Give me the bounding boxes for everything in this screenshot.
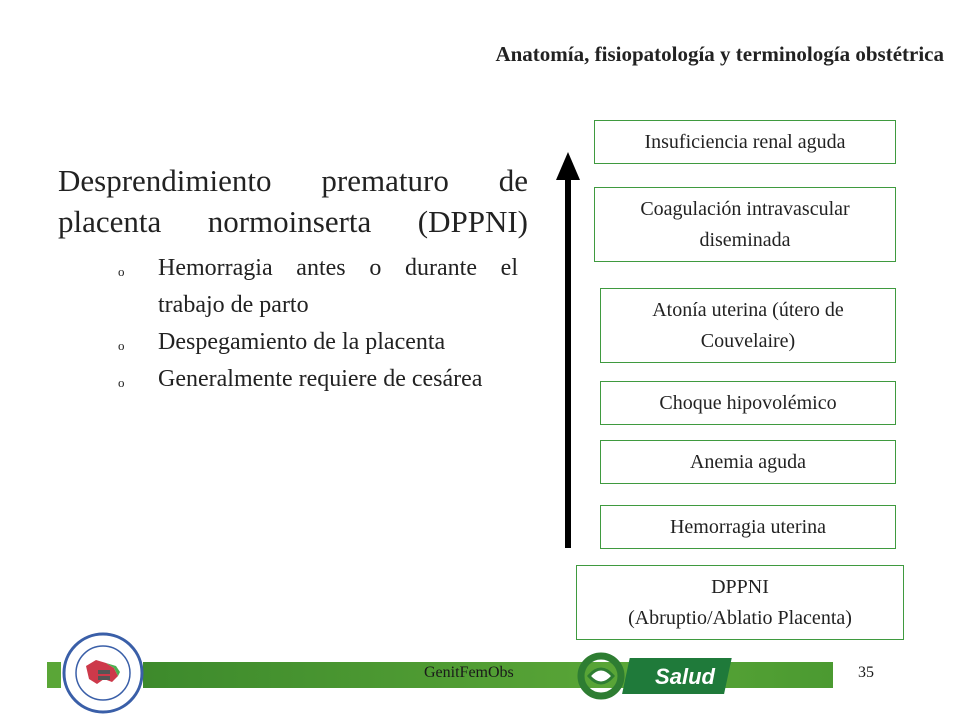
flow-box-anemia: Anemia aguda (600, 440, 896, 484)
bullet-marker: o (118, 375, 125, 390)
header-title: Anatomía, fisiopatología y terminología obstétrica (495, 42, 944, 66)
flow-box-uterine-atony: Atonía uterina (útero de Couvelaire) (600, 288, 896, 363)
footer-band-left (47, 662, 61, 688)
dppni-label: DPPNI (711, 575, 769, 598)
bullet-item (118, 324, 518, 361)
bullet-text: Hemorragia antes o durante el trabajo de parto (158, 255, 518, 318)
slide-title: Desprendimiento prematuro de placenta normoinserta (DPPNI) (58, 163, 528, 239)
flow-box-renal-failure: Insuficiencia renal aguda (594, 120, 896, 164)
page-number: 35 (858, 664, 874, 681)
salud-logo (577, 652, 737, 700)
bullet-item (118, 361, 518, 398)
footer-label: GenitFemObs (424, 664, 514, 681)
flow-box-hemorrhage: Hemorragia uterina (600, 505, 896, 549)
upward-arrow-icon (555, 152, 581, 548)
bullet-list (118, 250, 518, 398)
bullet-marker: o (118, 264, 125, 279)
flow-box-shock: Choque hipovolémico (600, 381, 896, 425)
bullet-text: Generalmente requiere de cesárea (158, 366, 483, 392)
salud-logo-text: Salud (655, 664, 715, 689)
bullet-marker: o (118, 338, 125, 353)
bullet-item (118, 250, 518, 324)
bullet-text: Despegamiento de la placenta (158, 329, 446, 355)
flow-box-dppni (576, 565, 904, 640)
dppni-subtitle: (Abruptio/Ablatio Placenta) (628, 606, 852, 629)
flow-box-coagulation: Coagulación intravascular diseminada (594, 187, 896, 262)
institution-seal-logo (62, 632, 144, 714)
